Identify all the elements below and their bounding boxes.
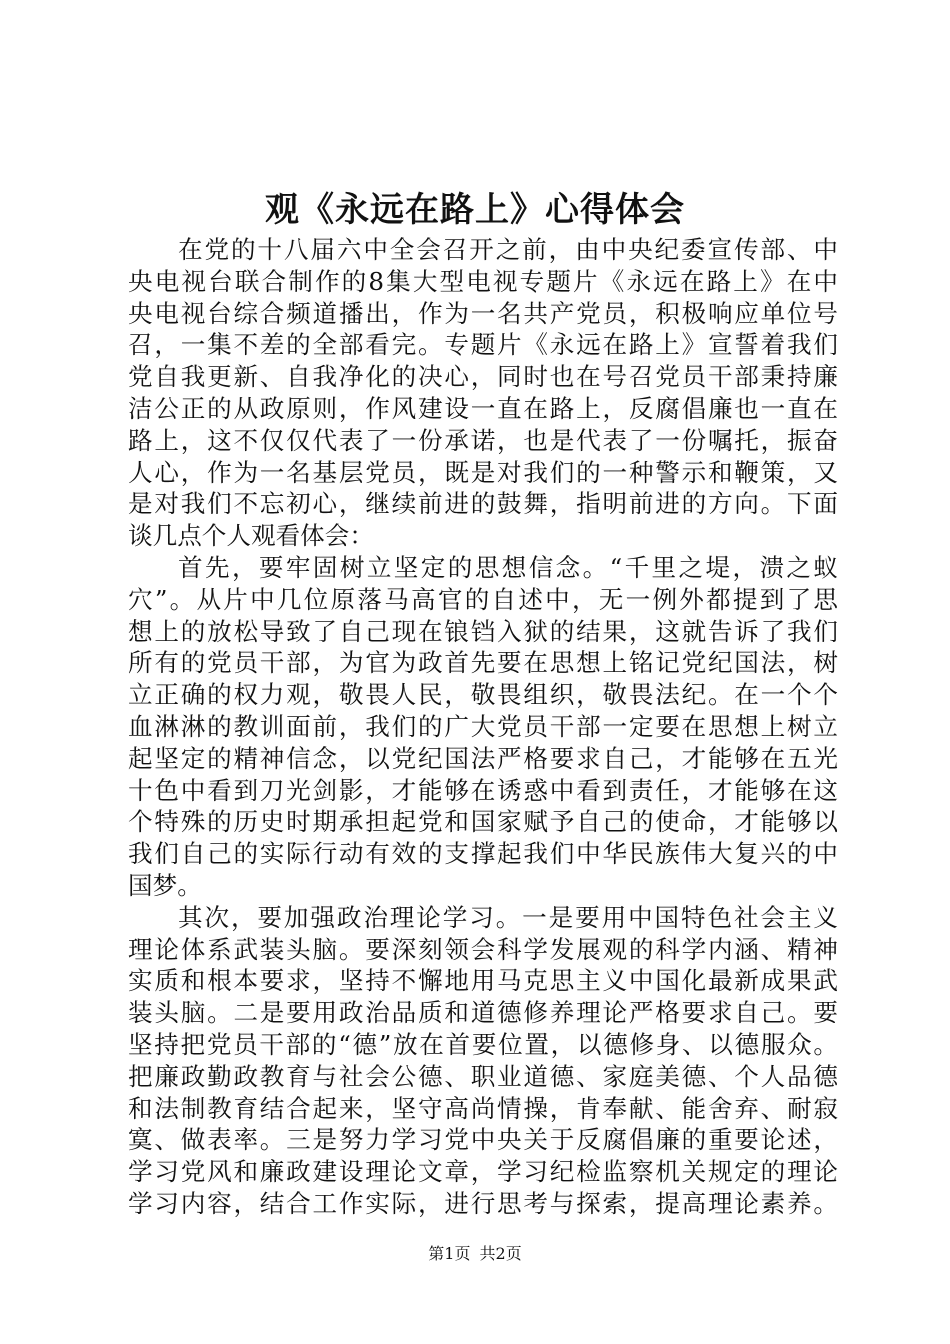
text-line: 寞、做表率。三是努力学习党中央关于反腐倡廉的重要论述， bbox=[128, 1125, 838, 1155]
text-line: 和法制教育结合起来，坚守高尚情操，肯奉献、能舍弃、耐寂 bbox=[128, 1093, 838, 1123]
text-line: 所有的党员干部，为官为政首先要在思想上铭记党纪国法，树 bbox=[128, 648, 838, 678]
text-line: 理论体系武装头脑。要深刻领会科学发展观的科学内涵、精神 bbox=[128, 934, 838, 964]
text-line: 血淋淋的教训面前，我们的广大党员干部一定要在思想上树立 bbox=[128, 711, 838, 741]
text-line: 个特殊的历史时期承担起党和国家赋予自己的使命，才能够以 bbox=[128, 807, 838, 837]
text-line: 谈几点个人观看体会： bbox=[128, 521, 374, 551]
text-line: 人心，作为一名基层党员，既是对我们的一种警示和鞭策，又 bbox=[128, 457, 838, 487]
text-line: 央电视台联合制作的8集大型电视专题片《永远在路上》在中 bbox=[128, 266, 838, 296]
text-line: 央电视台综合频道播出，作为一名共产党员，积极响应单位号 bbox=[128, 298, 838, 328]
paragraph-2 bbox=[128, 552, 838, 902]
text-line: 我们自己的实际行动有效的支撑起我们中华民族伟大复兴的中 bbox=[128, 839, 838, 869]
text-line: 坚持把党员干部的“德”放在首要位置，以德修身、以德服众。 bbox=[128, 1029, 838, 1059]
text-line: 装头脑。二是要用政治品质和道德修养理论严格要求自己。要 bbox=[128, 998, 838, 1028]
page-number-footer: 第1页 共2页 bbox=[428, 1244, 522, 1263]
text-line: 把廉政勤政教育与社会公德、职业道德、家庭美德、个人品德 bbox=[128, 1061, 838, 1091]
document-body bbox=[128, 234, 838, 1220]
text-line: 穴”。从片中几位原落马高官的自述中，无一例外都提到了思 bbox=[128, 584, 838, 614]
text-line: 在党的十八届六中全会召开之前，由中央纪委宣传部、中 bbox=[178, 235, 838, 264]
text-line: 十色中看到刀光剑影，才能够在诱惑中看到责任，才能够在这 bbox=[128, 775, 838, 805]
text-line: 洁公正的从政原则，作风建设一直在路上，反腐倡廉也一直在 bbox=[128, 393, 838, 423]
text-line: 实质和根本要求，坚持不懈地用马克思主义中国化最新成果武 bbox=[128, 966, 838, 996]
text-line: 路上，这不仅仅代表了一份承诺，也是代表了一份嘱托，振奋 bbox=[128, 425, 838, 455]
text-line: 学习党风和廉政建设理论文章，学习纪检监察机关规定的理论 bbox=[128, 1157, 838, 1187]
text-line: 召，一集不差的全部看完。专题片《永远在路上》宣誓着我们 bbox=[128, 330, 838, 360]
text-line: 起坚定的精神信念，以党纪国法严格要求自己，才能够在五光 bbox=[128, 743, 838, 773]
text-line: 党自我更新、自我净化的决心，同时也在号召党员干部秉持廉 bbox=[128, 362, 838, 392]
paragraph-3 bbox=[128, 902, 838, 1220]
text-line: 学习内容，结合工作实际，进行思考与探索，提高理论素养。 bbox=[128, 1188, 838, 1218]
document-title: 观《永远在路上》心得体会 bbox=[265, 190, 685, 230]
text-line: 首先，要牢固树立坚定的思想信念。“千里之堤，溃之蚁 bbox=[178, 552, 838, 582]
text-line: 其次，要加强政治理论学习。一是要用中国特色社会主义 bbox=[178, 902, 838, 932]
text-line: 立正确的权力观，敬畏人民，敬畏组织，敬畏法纪。在一个个 bbox=[128, 680, 838, 710]
text-line: 是对我们不忘初心，继续前进的鼓舞，指明前进的方向。下面 bbox=[128, 489, 838, 519]
text-line: 想上的放松导致了自己现在锒铛入狱的结果，这就告诉了我们 bbox=[128, 616, 838, 646]
paragraph-1 bbox=[128, 234, 838, 552]
text-line: 国梦。 bbox=[128, 870, 202, 900]
